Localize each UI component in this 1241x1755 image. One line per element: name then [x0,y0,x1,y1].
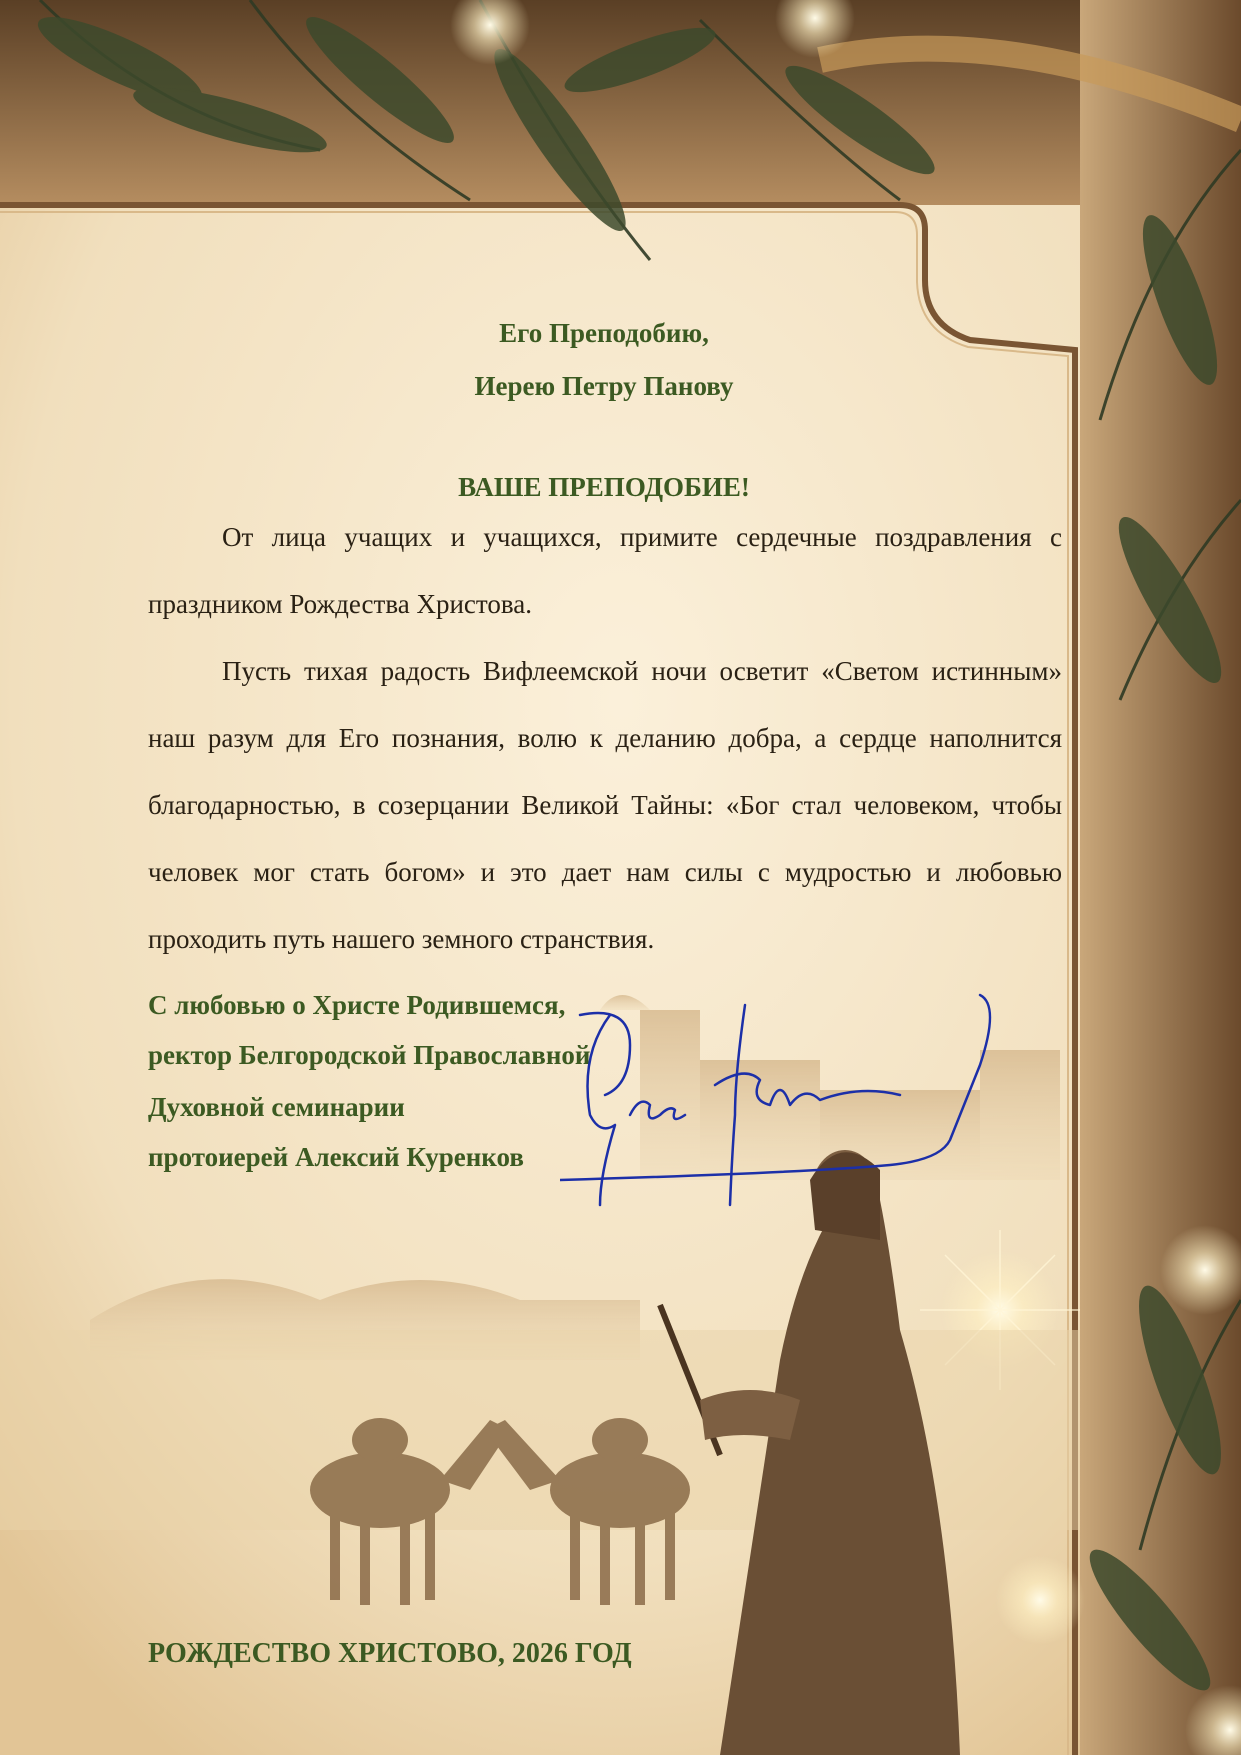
addressee-line-2: Иерею Петру Панову [474,371,734,401]
body-paragraph-1: От лица учащих и учащихся, примите сердечные поздравления с праздником Рождества Христова. [148,522,1062,619]
footer-date-line: РОЖДЕСТВО ХРИСТОВО, 2026 ГОД [148,1638,632,1669]
signer-title-1: ректор Белгородской Православной [148,1040,591,1070]
body-paragraph-2: Пусть тихая радость Вифлеемской ночи осветит «Светом истинным» наш разум для Его познания, волю к деланию добра, а сердце наполнится благодарностью, в созерцании Великой Тайны: «Бог стал человеком, чтобы человек мог стать богом» и это дает нам силы с мудростью и любовью проходить путь нашего земного странствия. [148,656,1062,954]
signer-name: протоиерей Алексий Куренков [148,1142,524,1172]
salutation: ВАШЕ ПРЕПОДОБИЕ! [458,472,750,502]
signer-title-2: Духовной семинарии [148,1092,405,1122]
addressee-line-1: Его Преподобию, [499,318,709,348]
closing-line: С любовью о Христе Родившемся, [148,990,566,1020]
handwritten-signature [560,985,1060,1215]
